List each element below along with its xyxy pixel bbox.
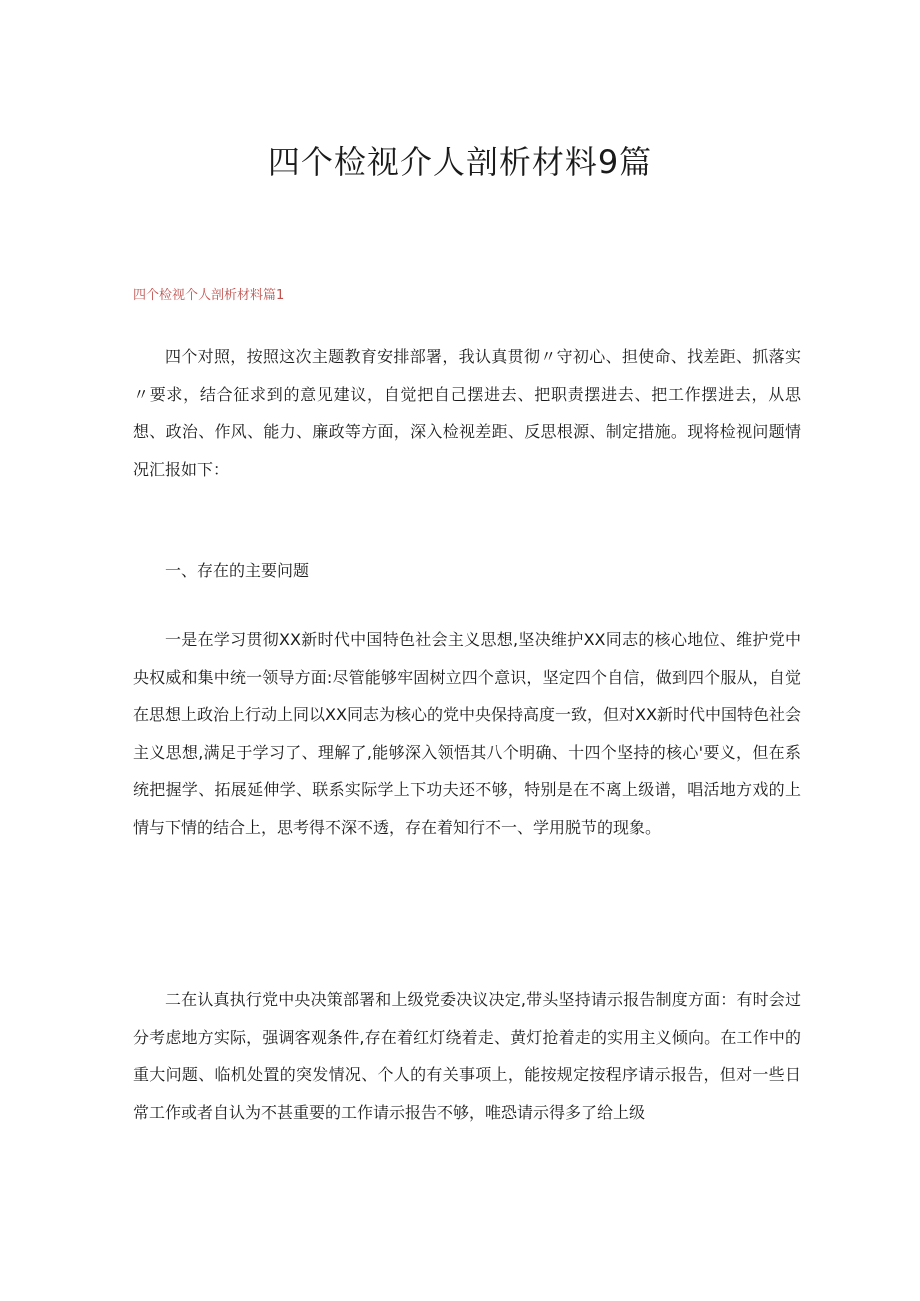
heading-main-problems: 一、存在的主要问题 (165, 561, 310, 580)
section-label: 四个检视个人剖析材料篇1 (133, 288, 285, 303)
problem-point-1-paragraph: 一是在学习贯彻XX新时代中国特色社会主义思想,坚决维护XX同志的核心地位、维护党中央权威和集中统一领导方面:尽管能够牢固树立四个意识，坚定四个自信，做到四个服从，自觉在思想上政治上行动上同以XX同志为核心的党中央保持高度一致，但对XX新时代中国特色社会主义思想,满足于学习了、理解了,能够深入领悟其八个明确、十四个坚持的核心'要义，但在系统把握学、拓展延伸学、联系实际学上下功夫还不够，特别是在不离上级谱，唱活地方戏的上情与下情的结合上，思考得不深不透，存在着知行不一、学用脱节的现象。 (133, 630, 801, 837)
problem-point-2-paragraph: 二在认真执行党中央决策部署和上级党委决议决定,带头坚持请示报告制度方面：有时会过分考虑地方实际，强调客观条件,存在着红灯绕着走、黄灯抢着走的实用主义倾向。在工作中的重大问题、临机处置的突发情况、个人的有关事项上，能按规定按程序请示报告，但对一些日常工作或者自认为不甚重要的工作请示报告不够，唯恐请示得多了给上级 (133, 990, 801, 1122)
intro-paragraph: 四个对照，按照这次主题教育安排部署，我认真贯彻〃守初心、担使命、找差距、抓落实〃要求，结合征求到的意见建议，自觉把自己摆进去、把职责摆进去、把工作摆进去，从思想、政治、作风、能力、廉政等方面，深入检视差距、反思根源、制定措施。现将检视问题情况汇报如下： (133, 347, 801, 479)
document-title: 四个检视介人剖析材料9篇 (267, 143, 653, 181)
